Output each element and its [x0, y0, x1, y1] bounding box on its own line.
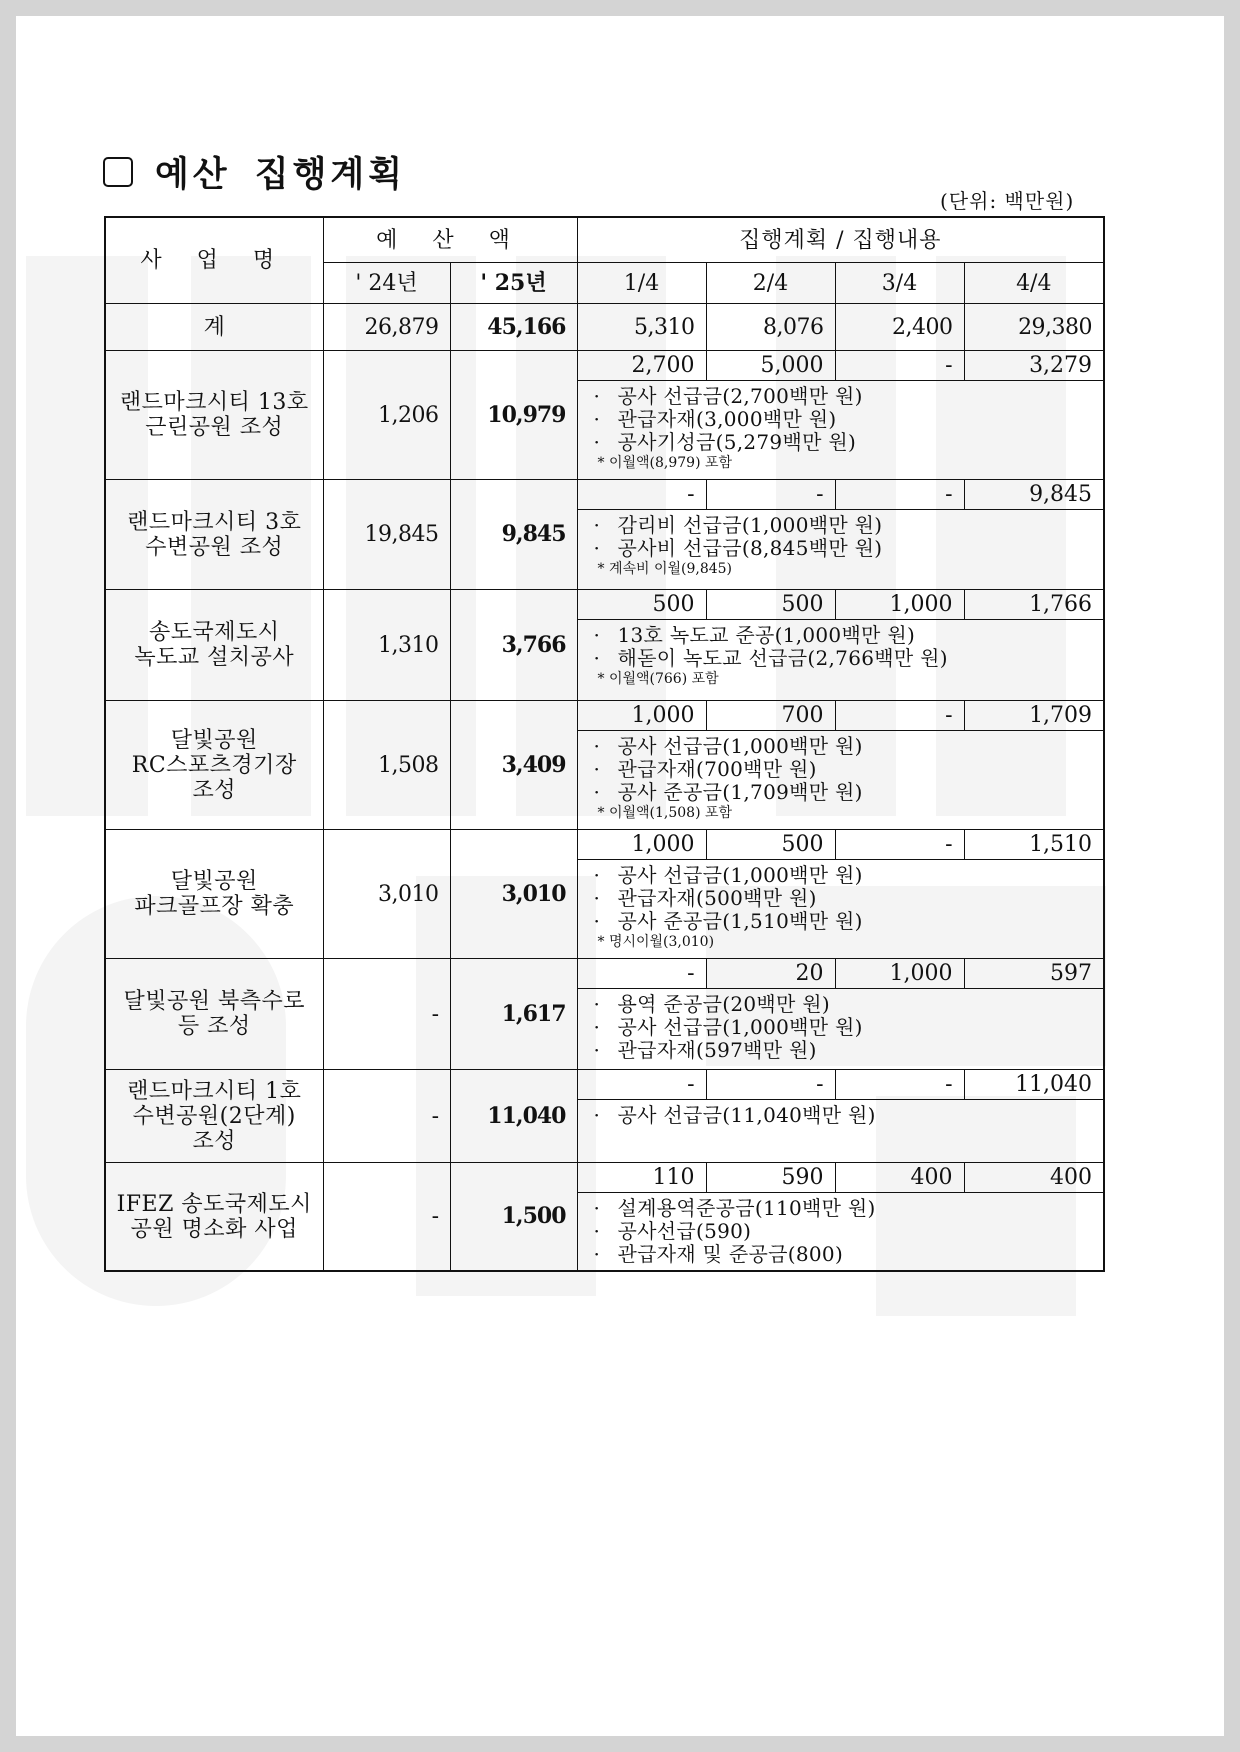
- detail-text: 설계용역준공금(110백만 원): [617, 1196, 876, 1220]
- detail-text: 해돋이 녹도교 선급금(2,766백만 원): [617, 646, 948, 670]
- project-name-line: 달빛공원: [170, 869, 258, 894]
- detail-item: [594, 408, 1104, 431]
- quarter-4-value: 400: [964, 1163, 1104, 1193]
- budget-2025: 11,040: [450, 1070, 577, 1163]
- detail-item: [594, 864, 1104, 887]
- project-name-line: 조성: [192, 1128, 236, 1154]
- detail-item: [594, 514, 1104, 537]
- quarter-3-value: -: [835, 480, 964, 510]
- header-year-25: ' 25년: [450, 263, 577, 304]
- bullet-icon: ·: [593, 430, 601, 454]
- detail-text: 공사선급(590): [617, 1219, 752, 1243]
- detail-item: [594, 1243, 1104, 1266]
- quarter-2-value: -: [706, 1070, 835, 1100]
- quarter-1-value: -: [577, 959, 706, 989]
- total-y25: 45,166: [450, 304, 577, 351]
- project-row: [105, 351, 1104, 381]
- quarter-1-value: -: [577, 1070, 706, 1100]
- bullet-icon: ·: [593, 992, 601, 1016]
- quarter-2-value: 700: [706, 701, 835, 731]
- bullet-icon: ·: [593, 1219, 601, 1243]
- bullet-icon: ·: [593, 757, 601, 781]
- detail-text: 공사 선급금(2,700백만 원): [617, 384, 863, 408]
- budget-2025: 10,979: [450, 351, 577, 480]
- quarter-3-value: -: [835, 1070, 964, 1100]
- project-row: [105, 701, 1104, 731]
- quarter-4-value: 1,709: [964, 701, 1104, 731]
- execution-details: [577, 620, 1104, 701]
- budget-2024: 3,010: [323, 830, 450, 959]
- project-name-line: 파크골프장 확충: [134, 894, 295, 919]
- detail-note: * 이월액(8,979) 포함: [597, 455, 733, 471]
- budget-2024: -: [323, 1070, 450, 1163]
- project-name: [105, 1163, 323, 1272]
- project-name-line: 랜드마크시티 1호: [127, 1078, 302, 1104]
- total-q2: 8,076: [706, 304, 835, 351]
- detail-note: * 명시이월(3,010): [597, 934, 715, 950]
- project-row: [105, 1163, 1104, 1193]
- quarter-3-value: 400: [835, 1163, 964, 1193]
- detail-text: 공사 선급금(11,040백만 원): [617, 1103, 876, 1127]
- budget-2024: 1,508: [323, 701, 450, 830]
- detail-note: * 이월액(766) 포함: [597, 671, 719, 687]
- project-name: [105, 1070, 323, 1163]
- project-name-line: 조성: [192, 777, 236, 803]
- budget-2024: 19,845: [323, 480, 450, 590]
- execution-details: [577, 731, 1104, 830]
- project-name-line: 등 조성: [177, 1014, 251, 1039]
- quarter-4-value: 9,845: [964, 480, 1104, 510]
- detail-item: [594, 385, 1104, 408]
- detail-item: [594, 624, 1104, 647]
- quarter-4-value: 1,766: [964, 590, 1104, 620]
- project-name-line: 수변공원(2단계): [132, 1103, 296, 1129]
- project-name-line: 랜드마크시티 13호: [119, 390, 309, 415]
- bullet-icon: ·: [593, 1103, 601, 1127]
- project-row: [105, 1070, 1104, 1100]
- project-row: [105, 830, 1104, 860]
- detail-text: 관급자재(597백만 원): [617, 1038, 817, 1062]
- project-name-line: 달빛공원 북측수로: [123, 989, 305, 1014]
- header-budget: 예 산 액: [323, 217, 577, 263]
- bullet-icon: ·: [593, 909, 601, 933]
- quarter-3-value: -: [835, 351, 964, 381]
- header-q2: 2/4: [706, 263, 835, 304]
- quarter-3-value: 1,000: [835, 959, 964, 989]
- budget-2025: 1,617: [450, 959, 577, 1070]
- bullet-icon: ·: [593, 646, 601, 670]
- budget-2025: 3,010: [450, 830, 577, 959]
- bullet-icon: ·: [593, 1038, 601, 1062]
- budget-2025: 3,766: [450, 590, 577, 701]
- bullet-icon: ·: [593, 734, 601, 758]
- header-year-24: ' 24년: [323, 263, 450, 304]
- execution-details: [577, 860, 1104, 959]
- detail-note: * 이월액(1,508) 포함: [597, 805, 733, 821]
- detail-text: 관급자재(700백만 원): [617, 757, 817, 781]
- quarter-3-value: -: [835, 830, 964, 860]
- quarter-1-value: -: [577, 480, 706, 510]
- quarter-1-value: 1,000: [577, 701, 706, 731]
- project-row: [105, 590, 1104, 620]
- project-name: [105, 590, 323, 701]
- execution-details: [577, 989, 1104, 1070]
- quarter-1-value: 500: [577, 590, 706, 620]
- detail-text: 관급자재(500백만 원): [617, 886, 817, 910]
- header-project: 사 업 명: [105, 217, 323, 304]
- project-name: [105, 480, 323, 590]
- detail-item: [594, 431, 1104, 454]
- detail-item: [594, 910, 1104, 933]
- total-y24: 26,879: [323, 304, 450, 351]
- budget-2024: -: [323, 1163, 450, 1272]
- detail-item: [594, 1220, 1104, 1243]
- bullet-icon: ·: [593, 623, 601, 647]
- project-name-line: 수변공원 조성: [145, 534, 284, 560]
- bullet-icon: ·: [593, 536, 601, 560]
- detail-note: * 계속비 이월(9,845): [597, 561, 733, 577]
- detail-item: [594, 537, 1104, 560]
- detail-text: 공사기성금(5,279백만 원): [617, 430, 857, 454]
- detail-text: 공사 선급금(1,000백만 원): [617, 863, 863, 887]
- quarter-3-value: 1,000: [835, 590, 964, 620]
- detail-item: [594, 1039, 1104, 1062]
- detail-text: 공사 준공금(1,709백만 원): [617, 780, 863, 804]
- execution-details: [577, 1193, 1104, 1272]
- bullet-icon: ·: [593, 513, 601, 537]
- quarter-2-value: 590: [706, 1163, 835, 1193]
- detail-text: 공사 선급금(1,000백만 원): [617, 1015, 863, 1039]
- unit-label: (단위: 백만원): [940, 189, 1075, 213]
- project-row: [105, 959, 1104, 989]
- quarter-2-value: 500: [706, 590, 835, 620]
- detail-text: 감리비 선급금(1,000백만 원): [617, 513, 883, 537]
- header-q3: 3/4: [835, 263, 964, 304]
- quarter-4-value: 11,040: [964, 1070, 1104, 1100]
- total-q4: 29,380: [964, 304, 1104, 351]
- project-name: [105, 959, 323, 1070]
- detail-item: [594, 1104, 1104, 1127]
- detail-item: [594, 1016, 1104, 1039]
- budget-2025: 1,500: [450, 1163, 577, 1272]
- header-q4: 4/4: [964, 263, 1104, 304]
- quarter-2-value: -: [706, 480, 835, 510]
- section-title: [103, 150, 406, 194]
- execution-details: [577, 510, 1104, 590]
- project-name-line: 공원 명소화 사업: [130, 1216, 298, 1242]
- detail-item: [594, 887, 1104, 910]
- quarter-3-value: -: [835, 701, 964, 731]
- detail-text: 용역 준공금(20백만 원): [617, 992, 831, 1016]
- budget-2025: 9,845: [450, 480, 577, 590]
- detail-item: [594, 781, 1104, 804]
- project-name: [105, 351, 323, 480]
- detail-text: 공사비 선급금(8,845백만 원): [617, 536, 883, 560]
- page-title: 예산 집행계획: [155, 155, 407, 195]
- detail-item: [594, 647, 1104, 670]
- budget-2025: 3,409: [450, 701, 577, 830]
- bullet-icon: ·: [593, 1242, 601, 1266]
- quarter-4-value: 3,279: [964, 351, 1104, 381]
- total-q1: 5,310: [577, 304, 706, 351]
- bullet-icon: ·: [593, 384, 601, 408]
- budget-table: [104, 216, 1105, 1272]
- project-name-line: 랜드마크시티 3호: [127, 509, 302, 535]
- detail-item: [594, 758, 1104, 781]
- detail-text: 13호 녹도교 준공(1,000백만 원): [617, 623, 916, 647]
- budget-2024: 1,206: [323, 351, 450, 480]
- detail-text: 공사 선급금(1,000백만 원): [617, 734, 863, 758]
- project-row: [105, 480, 1104, 510]
- checkbox-square-icon: [103, 157, 133, 187]
- header-execution: 집행계획 / 집행내용: [577, 217, 1104, 263]
- execution-details: [577, 1100, 1104, 1163]
- bullet-icon: ·: [593, 886, 601, 910]
- total-row: [105, 304, 1104, 351]
- project-name-line: 녹도교 설치공사: [134, 645, 295, 670]
- bullet-icon: ·: [593, 1015, 601, 1039]
- total-q3: 2,400: [835, 304, 964, 351]
- quarter-1-value: 110: [577, 1163, 706, 1193]
- detail-item: [594, 1197, 1104, 1220]
- budget-2024: -: [323, 959, 450, 1070]
- quarter-1-value: 1,000: [577, 830, 706, 860]
- bullet-icon: ·: [593, 1196, 601, 1220]
- quarter-2-value: 5,000: [706, 351, 835, 381]
- quarter-2-value: 500: [706, 830, 835, 860]
- bullet-icon: ·: [593, 863, 601, 887]
- project-name: [105, 830, 323, 959]
- budget-2024: 1,310: [323, 590, 450, 701]
- execution-details: [577, 381, 1104, 480]
- project-name-line: 달빛공원: [170, 727, 258, 753]
- project-name-line: IFEZ 송도국제도시: [116, 1191, 312, 1217]
- project-name-line: 송도국제도시: [148, 620, 280, 645]
- quarter-4-value: 597: [964, 959, 1104, 989]
- total-label: 계: [105, 304, 323, 351]
- quarter-4-value: 1,510: [964, 830, 1104, 860]
- project-name-line: 근린공원 조성: [145, 415, 284, 440]
- bullet-icon: ·: [593, 780, 601, 804]
- bullet-icon: ·: [593, 407, 601, 431]
- quarter-1-value: 2,700: [577, 351, 706, 381]
- header-q1: 1/4: [577, 263, 706, 304]
- detail-text: 관급자재(3,000백만 원): [617, 407, 837, 431]
- project-name-line: RC스포츠경기장: [131, 752, 297, 778]
- detail-item: [594, 993, 1104, 1016]
- detail-text: 관급자재 및 준공금(800): [617, 1242, 844, 1266]
- detail-text: 공사 준공금(1,510백만 원): [617, 909, 863, 933]
- detail-item: [594, 735, 1104, 758]
- quarter-2-value: 20: [706, 959, 835, 989]
- project-name: [105, 701, 323, 830]
